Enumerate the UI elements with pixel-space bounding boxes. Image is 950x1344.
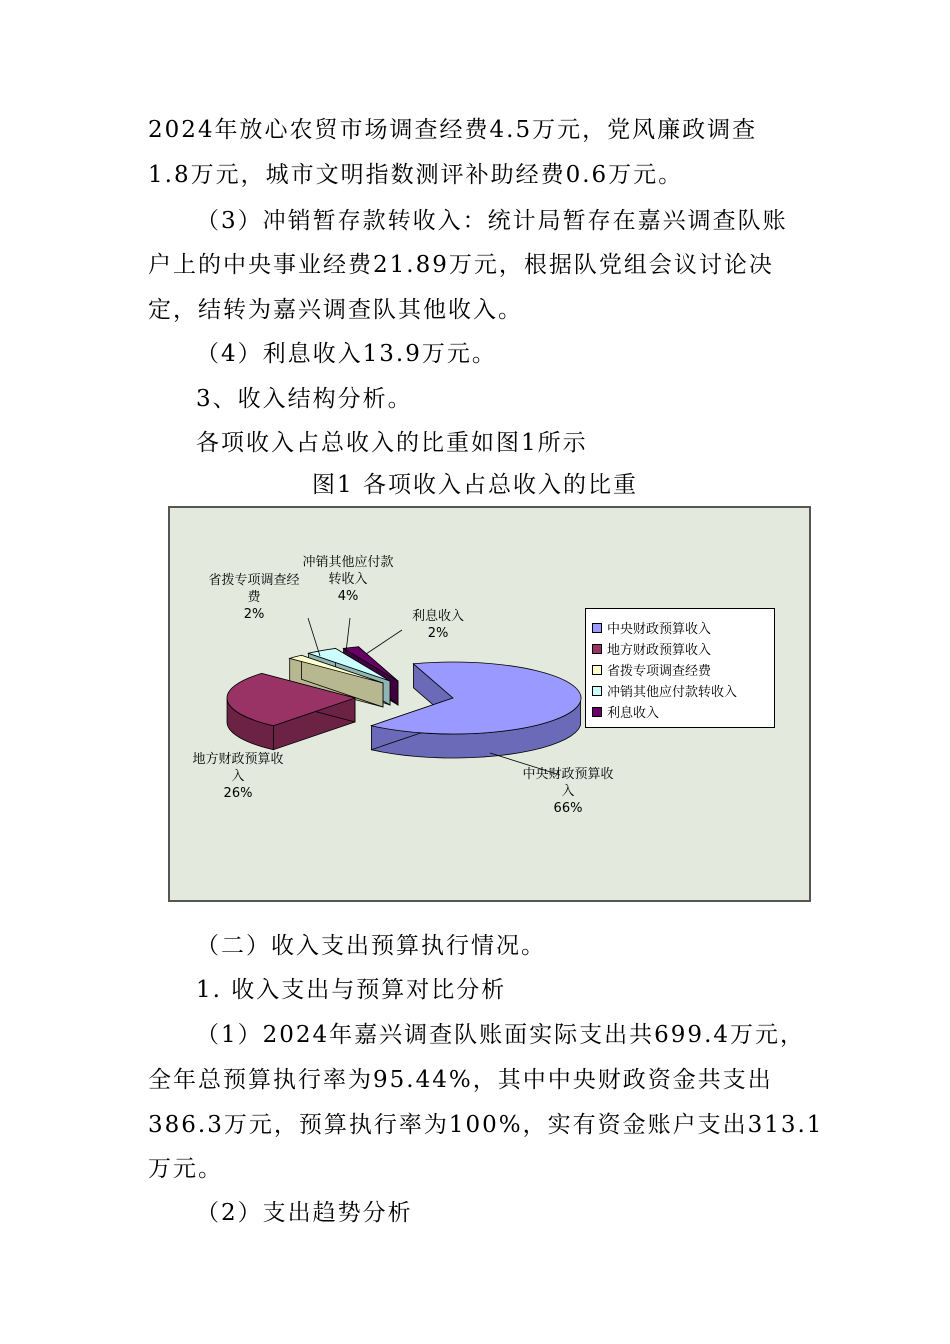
legend-swatch: [592, 686, 602, 696]
pie-data-label: 地方财政预算收: [192, 752, 284, 767]
paragraph-line: 3、收入结构分析。: [196, 386, 413, 412]
pie-leader-line: [308, 618, 320, 656]
paragraph-line: 定，结转为嘉兴调查队其他收入。: [148, 297, 523, 323]
legend-item: [592, 680, 768, 701]
paragraph-line: （二）收入支出预算执行情况。: [196, 933, 546, 959]
pie-leader-line: [366, 630, 402, 654]
paragraph-line: 各项收入占总收入的比重如图1所示: [196, 430, 588, 456]
paragraph-line: （2）支出趋势分析: [196, 1200, 413, 1226]
pie-data-label: 入: [231, 769, 245, 784]
pie-data-label: 入: [561, 784, 575, 799]
paragraph-line: 户上的中央事业经费21.89万元，根据队党组会议讨论决: [148, 252, 774, 278]
pie-data-label: 冲销其他应付款: [302, 555, 394, 570]
chart-legend: [585, 608, 775, 728]
paragraph-line: 2024年放心农贸市场调查经费4.5万元，党风廉政调查: [148, 117, 758, 143]
paragraph-line: （1）2024年嘉兴调查队账面实际支出共699.4万元，: [196, 1022, 806, 1048]
pie-data-label: 利息收入: [411, 609, 465, 624]
pie-data-label: 4%: [337, 589, 359, 604]
legend-item: [592, 617, 768, 638]
pie-data-label: 2%: [243, 607, 265, 622]
pie-leader-line: [346, 618, 350, 652]
paragraph-line: （4）利息收入13.9万元。: [196, 341, 497, 367]
legend-label: 冲销其他应付款转收入: [607, 685, 738, 700]
pie-data-label: 26%: [223, 786, 253, 801]
legend-label: 地方财政预算收入: [607, 643, 712, 658]
paragraph-line: 1. 收入支出与预算对比分析: [196, 977, 507, 1003]
paragraph-line: 1.8万元，城市文明指数测评补助经费0.6万元。: [148, 162, 684, 188]
legend-swatch: [592, 644, 602, 654]
legend-label: 省拨专项调查经费: [607, 664, 712, 679]
legend-item: [592, 701, 768, 722]
legend-item: [592, 659, 768, 680]
pie-data-label: 省拨专项调查经: [208, 573, 300, 588]
legend-swatch: [592, 665, 602, 675]
pie-data-label: 66%: [553, 801, 583, 816]
pie-data-label: 费: [247, 590, 261, 605]
legend-swatch: [592, 707, 602, 717]
paragraph-line: 万元。: [148, 1156, 223, 1182]
legend-label: 利息收入: [607, 706, 660, 721]
paragraph-line: （3）冲销暂存款转收入：统计局暂存在嘉兴调查队账: [196, 208, 788, 234]
pie-data-label: 中央财政预算收: [522, 767, 614, 782]
paragraph-line: 全年总预算执行率为95.44%，其中中央财政资金共支出: [148, 1067, 773, 1093]
legend-label: 中央财政预算收入: [607, 622, 712, 637]
figure-title: 图1 各项收入占总收入的比重: [312, 472, 638, 498]
pie-chart: [168, 506, 811, 902]
legend-swatch: [592, 623, 602, 633]
pie-data-label: 2%: [427, 626, 449, 641]
pie-data-label: 转收入: [328, 572, 368, 587]
paragraph-line: 386.3万元，预算执行率为100%，实有资金账户支出313.1: [148, 1112, 824, 1138]
legend-item: [592, 638, 768, 659]
